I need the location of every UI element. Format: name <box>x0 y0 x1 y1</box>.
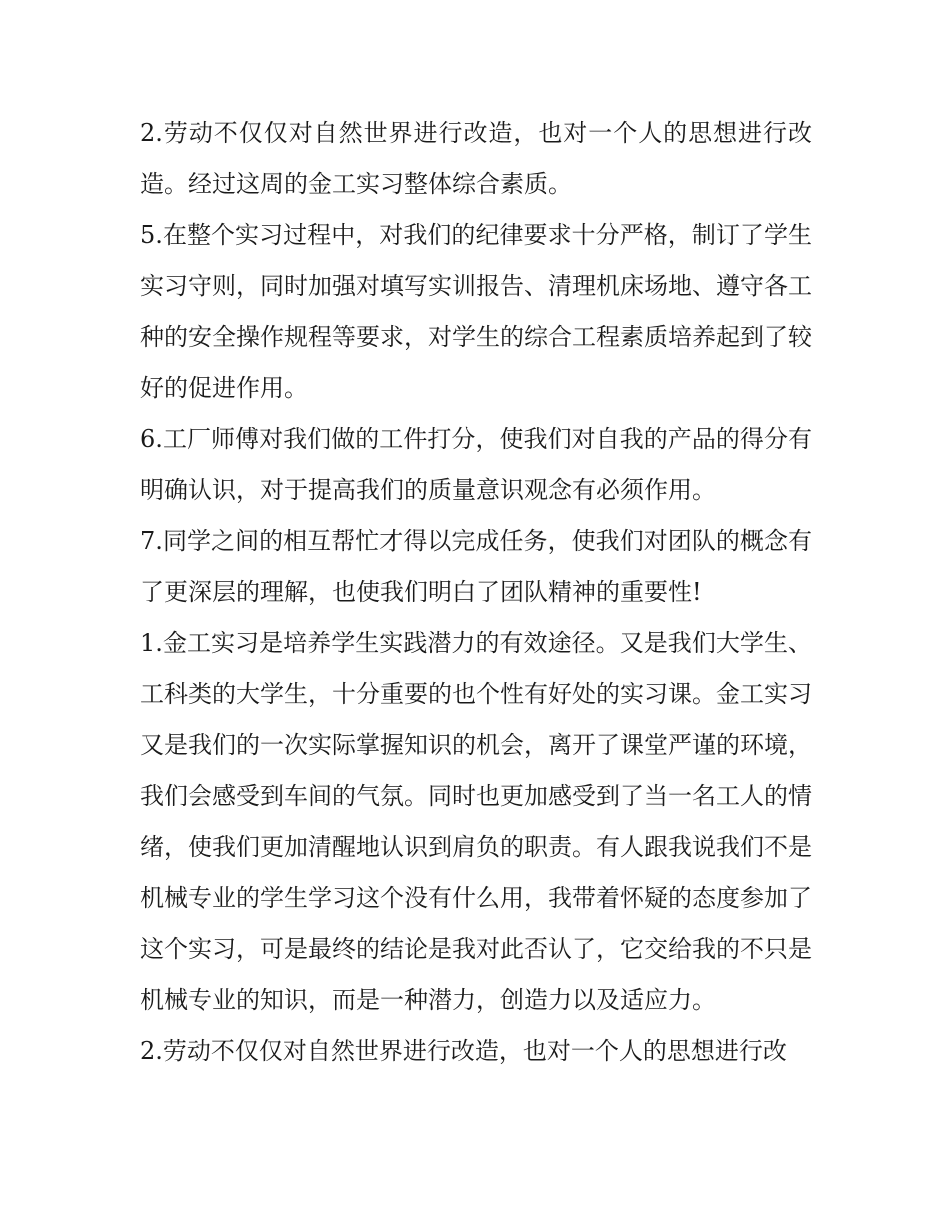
paragraph-2: 5.在整个实习过程中，对我们的纪律要求十分严格，制订了学生实习守则，同时加强对填写实训报告、清理机床场地、遵守各工种的安全操作规程等要求，对学生的综合工程素质培养起到了较好的促进作用。 <box>140 221 812 402</box>
paragraph-3: 6.工厂师傅对我们做的工件打分，使我们对自我的产品的得分有明确认识，对于提高我们的质量意识观念有必须作用。 <box>140 425 812 504</box>
document-body <box>140 108 812 1077</box>
paragraph-1: 2.劳动不仅仅对自然世界进行改造，也对一个人的思想进行改造。经过这周的金工实习整体综合素质。 <box>140 119 812 198</box>
paragraph-5: 1.金工实习是培养学生实践潜力的有效途径。又是我们大学生、工科类的大学生，十分重要的也个性有好处的实习课。金工实习又是我们的一次实际掌握知识的机会，离开了课堂严谨的环境，我们会感受到车间的气氛。同时也更加感受到了当一名工人的情绪，使我们更加清醒地认识到肩负的职责。有人跟我说我们不是机械专业的学生学习这个没有什么用，我带着怀疑的态度参加了这个实习，可是最终的结论是我对此否认了，它交给我的不只是机械专业的知识，而是一种潜力，创造力以及适应力。 <box>140 629 812 1014</box>
paragraph-4: 7.同学之间的相互帮忙才得以完成任务，使我们对团队的概念有了更深层的理解，也使我们明白了团队精神的重要性! <box>140 527 812 606</box>
paragraph-6: 2.劳动不仅仅对自然世界进行改造，也对一个人的思想进行改 <box>140 1037 787 1065</box>
